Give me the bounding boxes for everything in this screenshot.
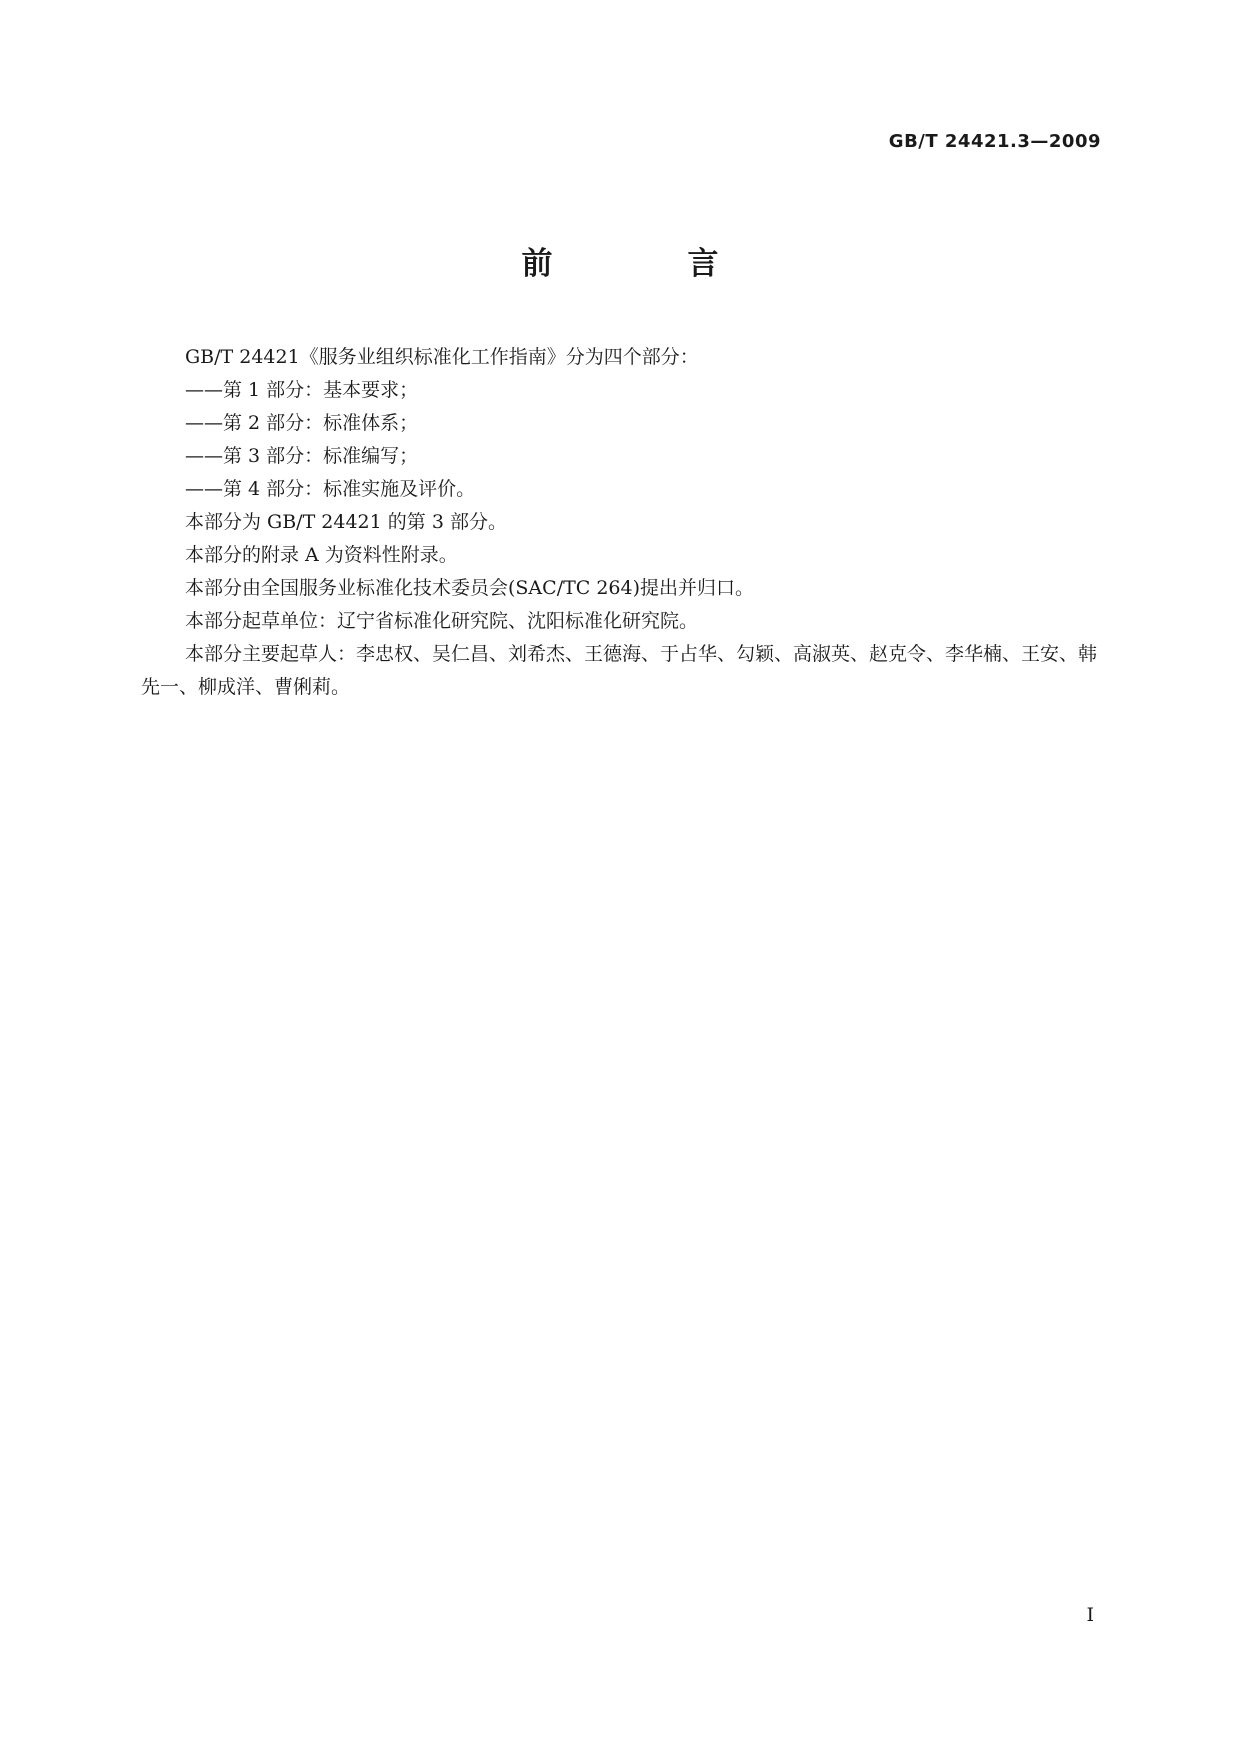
page-number: I [1086,1604,1094,1626]
page-title: 前 言 [521,246,771,282]
list-item-part-1: ——第 1 部分：基本要求； [185,379,419,401]
foreword-body [141,341,1101,704]
paragraph-annex: 本部分的附录 A 为资料性附录。 [185,544,458,566]
paragraph-drafters: 本部分主要起草人：李忠权、吴仁昌、刘希杰、王德海、于占华、勾颖、高淑英、赵克令、李华楠、王安、韩先一、柳成洋、曹俐莉。 [141,643,1098,698]
list-item-part-4: ——第 4 部分：标准实施及评价。 [185,478,476,500]
standard-code: GB/T 24421.3—2009 [888,131,1101,152]
paragraph-parts-intro: GB/T 24421《服务业组织标准化工作指南》分为四个部分： [185,346,699,368]
paragraph-proposed-by: 本部分由全国服务业标准化技术委员会(SAC/TC 264)提出并归口。 [185,577,755,599]
paragraph-drafting-units: 本部分起草单位：辽宁省标准化研究院、沈阳标准化研究院。 [185,610,699,632]
list-item-part-3: ——第 3 部分：标准编写； [185,445,419,467]
list-item-part-2: ——第 2 部分：标准体系； [185,412,419,434]
paragraph-this-part: 本部分为 GB/T 24421 的第 3 部分。 [185,511,507,533]
